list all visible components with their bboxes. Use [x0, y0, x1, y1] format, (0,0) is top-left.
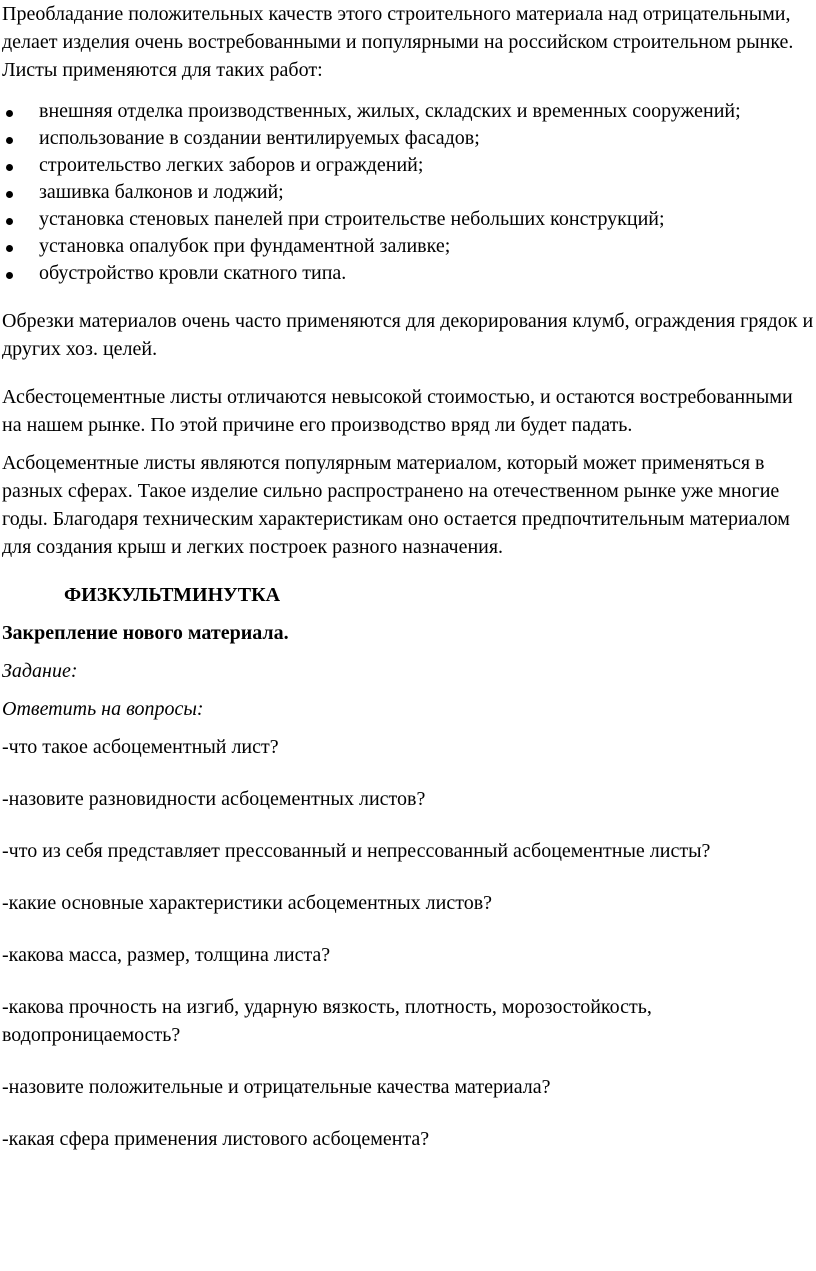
list-item-text: использование в создании вентилируемых фасадов; [39, 127, 480, 149]
question-item: -что из себя представляет прессованный и непрессованный асбоцементные листы? [2, 840, 711, 862]
popularity-paragraph: Асбоцементные листы являются популярным материалом, который может применяться в разных сферах. Такое изделие сильно распространено на отечественном рынке уже многие годы. Благодаря техническим характеристикам оно остается предпочтительным материалом для создания крыш и легких построек разного назначения. [2, 452, 790, 558]
question-item: -какова масса, размер, толщина листа? [2, 944, 331, 966]
question-item: -что такое асбоцементный лист? [2, 736, 279, 758]
list-item [2, 179, 814, 206]
question-item: -какие основные характеристики асбоцементных листов? [2, 892, 493, 914]
bullet-icon [6, 110, 13, 117]
question-item: -какая сфера применения листового асбоцемента? [2, 1128, 430, 1150]
list-item-text: установка опалубок при фундаментной заливке; [39, 235, 451, 257]
list-item [2, 260, 814, 287]
bullet-icon [6, 191, 13, 198]
bullet-icon [6, 245, 13, 252]
bullet-icon [6, 218, 13, 225]
bullet-icon [6, 137, 13, 144]
list-item-text: внешняя отделка производственных, жилых, складских и временных сооружений; [39, 100, 741, 122]
list-item [2, 233, 814, 260]
list-item-text: установка стеновых панелей при строительстве небольших конструкций; [39, 208, 665, 230]
exercise-heading: ФИЗКУЛЬТМИНУТКА [64, 584, 281, 606]
question-item: -назовите положительные и отрицательные качества материала? [2, 1076, 551, 1098]
consolidation-heading: Закрепление нового материала. [2, 622, 289, 644]
bullet-icon [6, 164, 13, 171]
question-item: -назовите разновидности асбоцементных листов? [2, 788, 426, 810]
list-item-text: зашивка балконов и лоджий; [39, 181, 284, 203]
list-item-text: строительство легких заборов и ограждений; [39, 154, 424, 176]
question-item: -какова прочность на изгиб, ударную вязкость, плотность, морозостойкость, водопроницаемость? [2, 996, 652, 1046]
list-item [2, 206, 814, 233]
cost-paragraph: Асбестоцементные листы отличаются невысокой стоимостью, и остаются востребованными на нашем рынке. По этой причине его производство вряд ли будет падать. [2, 386, 793, 436]
list-item [2, 98, 814, 125]
intro-paragraph: Преобладание положительных качеств этого строительного материала над отрицательными, делает изделия очень востребованными и популярными на российском строительном рынке. Листы применяются для таких работ: [2, 3, 794, 81]
bullet-icon [6, 272, 13, 279]
answer-label: Ответить на вопросы: [2, 698, 204, 720]
document-page [2, 0, 814, 1153]
trimmings-paragraph: Обрезки материалов очень часто применяются для декорирования клумб, ограждения грядок и других хоз. целей. [2, 310, 814, 360]
list-item [2, 152, 814, 179]
task-label: Задание: [2, 660, 78, 682]
list-item-text: обустройство кровли скатного типа. [39, 262, 347, 284]
list-item [2, 125, 814, 152]
applications-list [2, 98, 814, 287]
